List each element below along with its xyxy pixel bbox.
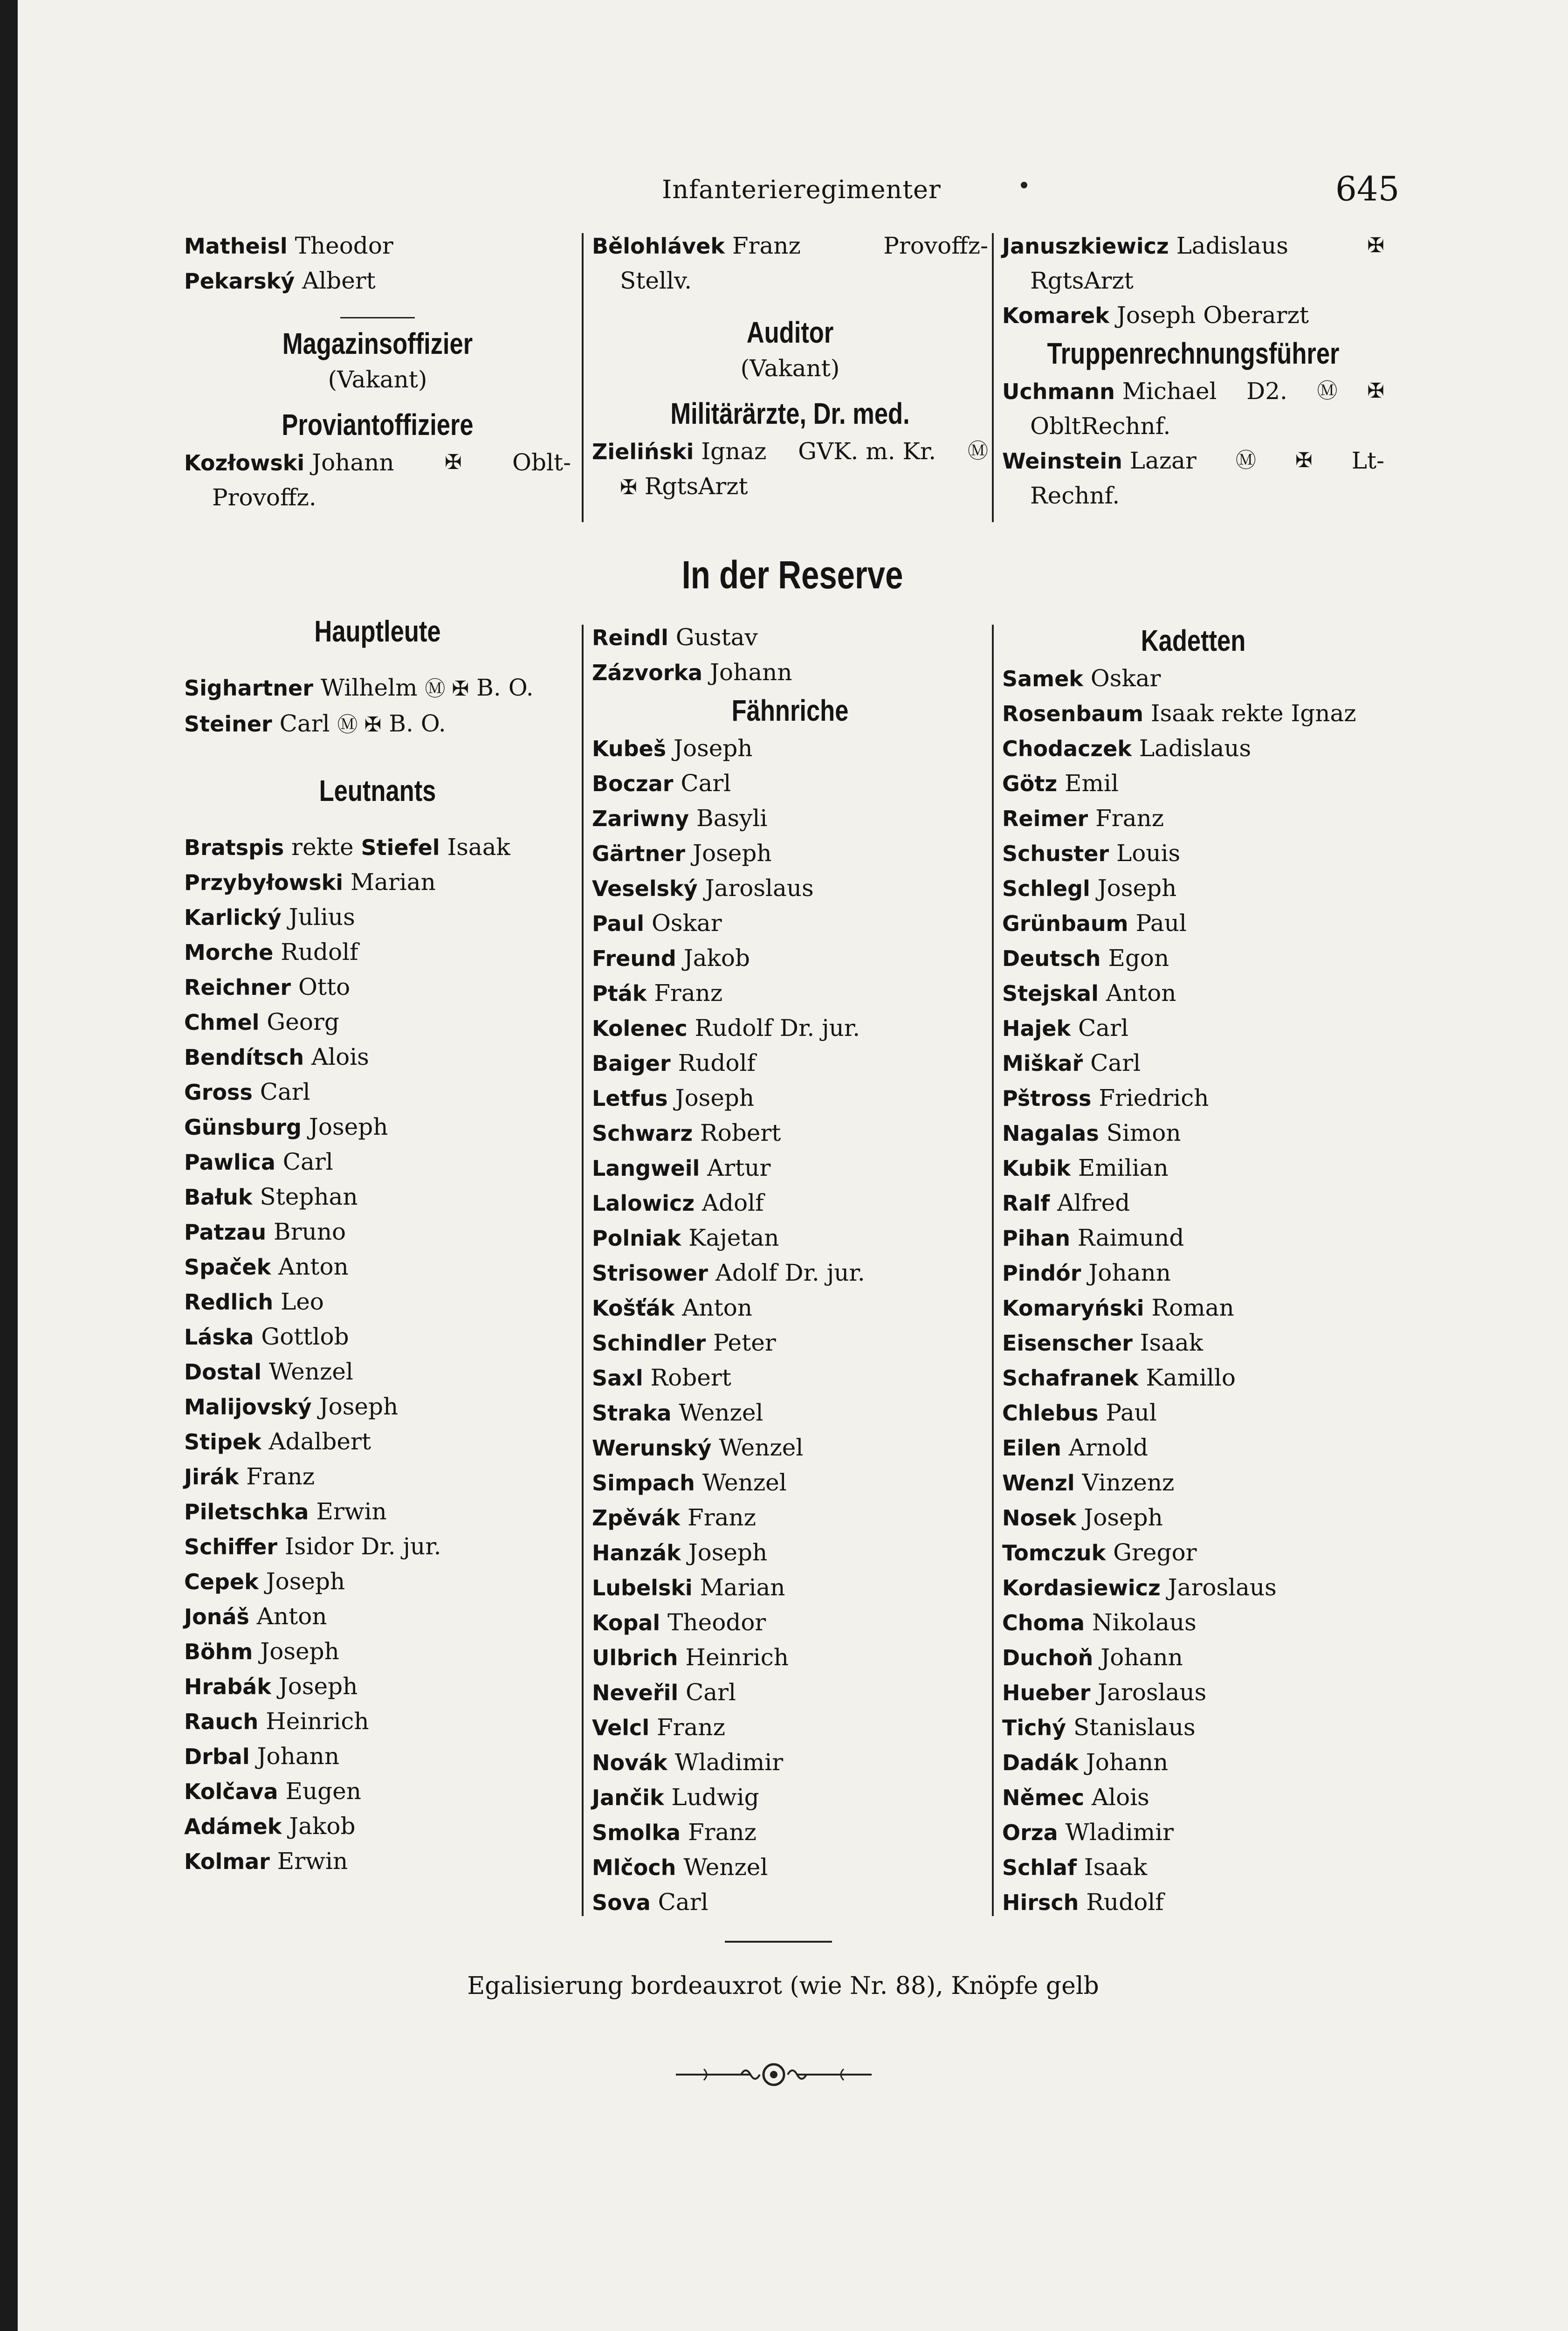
list-item: Veselský Jaroslaus (592, 875, 814, 902)
page-edge-shadow (0, 0, 18, 2331)
list-item: Hueber Jaroslaus (1002, 1679, 1207, 1706)
list-item: Eisenscher Isaak (1002, 1329, 1204, 1356)
ornament-icon (671, 2056, 876, 2093)
list-item: Steiner Carl Ⓜ ✠ B. O. (184, 710, 446, 737)
list-item-continuation: ✠ RgtsArzt (620, 473, 748, 500)
reserve-column-2 (592, 620, 988, 1920)
list-item: Günsburg Joseph (184, 1113, 388, 1140)
list-item: Němec Alois (1002, 1784, 1149, 1811)
list-item: Uchmann Michael D2. Ⓜ ✠ (1002, 374, 1384, 409)
list-item: Hajek Carl (1002, 1014, 1128, 1041)
list-item: Pindór Johann (1002, 1259, 1171, 1286)
m-badge-icon: Ⓜ (1317, 379, 1338, 403)
list-item: Smolka Franz (592, 1819, 756, 1846)
list-item: Malijovský Joseph (184, 1393, 399, 1420)
section-title-truppenrechnungsfuehrer: Truppenrechnungsführer (1047, 337, 1340, 370)
list-item: Miškař Carl (1002, 1049, 1141, 1076)
list-item: Duchoň Johann (1002, 1644, 1183, 1671)
section-title-kadetten: Kadetten (1141, 624, 1246, 657)
vacant-note: (Vakant) (740, 355, 840, 382)
list-item: Gross Carl (184, 1078, 310, 1105)
list-item: Deutsch Egon (1002, 945, 1169, 972)
list-item: Orza Wladimir (1002, 1819, 1174, 1846)
list-item: Kolenec Rudolf Dr. jur. (592, 1014, 860, 1041)
list-item: Adámek Jakob (184, 1813, 356, 1840)
m-badge-icon: Ⓜ (1235, 448, 1256, 472)
list-item: Zpěvák Franz (592, 1504, 756, 1531)
section-title-faehnriche: Fähnriche (731, 694, 849, 727)
list-item: Hirsch Rudolf (1002, 1889, 1164, 1916)
list-item: Ralf Alfred (1002, 1189, 1130, 1216)
list-item: Eilen Arnold (1002, 1434, 1148, 1461)
list-item: Pták Franz (592, 979, 723, 1007)
page-number: 645 (1335, 169, 1400, 208)
section-title-auditor: Auditor (746, 316, 834, 349)
list-item: Jančik Ludwig (592, 1784, 759, 1811)
list-item: Jirák Franz (184, 1463, 315, 1490)
list-item: Stipek Adalbert (184, 1428, 371, 1455)
list-item: Kolčava Eugen (184, 1778, 361, 1805)
list-item: Kubeš Joseph (592, 735, 753, 762)
list-item: Wenzl Vinzenz (1002, 1469, 1175, 1496)
list-item: Mlčoch Wenzel (592, 1854, 768, 1881)
column-divider (582, 233, 584, 522)
top-column-3 (1002, 228, 1384, 513)
list-item: Dostal Wenzel (184, 1358, 353, 1385)
list-item: Schwarz Robert (592, 1119, 781, 1146)
list-item: Morche Rudolf (184, 938, 358, 966)
list-item-continuation: Rechnf. (1030, 482, 1120, 509)
reserve-column-1 (184, 611, 571, 1879)
column-divider (992, 625, 994, 1916)
list-item: Saxl Robert (592, 1364, 731, 1391)
list-item: Bendítsch Alois (184, 1043, 369, 1070)
list-item: Böhm Joseph (184, 1638, 339, 1665)
list-item: Schafranek Kamillo (1002, 1364, 1236, 1391)
list-item: Jonáš Anton (184, 1603, 327, 1630)
header-dot (1021, 182, 1027, 188)
list-item: Láska Gottlob (184, 1323, 349, 1350)
list-item: Weinstein Lazar Ⓜ ✠ Lt- (1002, 443, 1384, 478)
list-item: Boczar Carl (592, 770, 731, 797)
decoration-icons: Ⓜ ✠ (425, 677, 469, 701)
list-item: Komaryński Roman (1002, 1294, 1234, 1321)
list-item: Polniak Kajetan (592, 1224, 779, 1251)
list-item: Schiffer Isidor Dr. jur. (184, 1533, 441, 1560)
list-item: Drbal Johann (184, 1743, 340, 1770)
list-item: Sova Carl (592, 1889, 708, 1916)
list-item: Zieliński Ignaz GVK. m. Kr. Ⓜ (592, 434, 988, 469)
list-item: Stejskal Anton (1002, 979, 1176, 1007)
list-item: Bałuk Stephan (184, 1183, 358, 1210)
running-header (662, 166, 1400, 212)
list-item: Tichý Stanislaus (1002, 1714, 1196, 1741)
list-item: Lubelski Marian (592, 1574, 785, 1601)
column-divider (582, 625, 584, 1916)
cross-icon: ✠ (1295, 448, 1313, 472)
list-item: Karlický Julius (184, 903, 355, 931)
list-item: Sighartner Wilhelm Ⓜ ✠ B. O. (184, 674, 534, 701)
list-item: Patzau Bruno (184, 1218, 346, 1245)
reserve-column-3 (1002, 620, 1384, 1920)
list-item: Reichner Otto (184, 973, 351, 1000)
footer-rule (725, 1941, 832, 1943)
list-item: Zariwny Basyli (592, 805, 768, 832)
list-item: Tomczuk Gregor (1002, 1539, 1197, 1566)
list-item: Velcl Franz (592, 1714, 725, 1741)
section-title-reserve: In der Reserve (681, 553, 903, 597)
list-item: Nosek Joseph (1002, 1504, 1163, 1531)
section-rule (340, 317, 415, 318)
list-item: Grünbaum Paul (1002, 910, 1187, 937)
section-title-militaeraerzte: Militärärzte, Dr. med. (670, 397, 910, 430)
list-item: Schlaf Isaak (1002, 1854, 1148, 1881)
list-item-continuation: ObltRechnf. (1030, 413, 1171, 440)
list-item: Hrabák Joseph (184, 1673, 358, 1700)
list-item: Schuster Louis (1002, 840, 1181, 867)
m-badge-icon: Ⓜ (968, 439, 988, 463)
list-item: Piletschka Erwin (184, 1498, 387, 1525)
list-item: Chmel Georg (184, 1008, 339, 1035)
section-title-hauptleute: Hauptleute (314, 614, 441, 648)
list-item: Werunský Wenzel (592, 1434, 804, 1461)
leutnants-list (184, 830, 571, 1879)
list-item: Reimer Franz (1002, 805, 1164, 832)
header-title: Infanterieregimenter (662, 175, 941, 204)
list-item: Samek Oskar (1002, 665, 1161, 692)
cross-icon: ✠ (620, 476, 637, 499)
list-item: Gärtner Joseph (592, 840, 772, 867)
list-item-continuation: Stellv. (620, 267, 692, 294)
column-divider (992, 233, 994, 522)
list-item: Pawlica Carl (184, 1148, 333, 1175)
list-item: Chodaczek Ladislaus (1002, 735, 1252, 762)
list-item: Januszkiewicz Ladislaus ✠ (1002, 228, 1384, 263)
footer-note: Egalisierung bordeauxrot (wie Nr. 88), Knöpfe gelb (467, 1972, 1099, 2000)
list-item: Pštross Friedrich (1002, 1084, 1209, 1111)
list-item: Komarek Joseph Oberarzt (1002, 302, 1309, 329)
list-item: Simpach Wenzel (592, 1469, 787, 1496)
list-item: Choma Nikolaus (1002, 1609, 1197, 1636)
list-item: Götz Emil (1002, 770, 1119, 797)
list-item: Spaček Anton (184, 1253, 349, 1280)
cross-icon: ✠ (444, 450, 462, 474)
list-item: Schindler Peter (592, 1329, 776, 1356)
section-title-proviantoffiziere: Proviantoffiziere (282, 408, 474, 441)
list-item: Kozłowski Johann ✠ Oblt- (184, 445, 571, 480)
list-item: Novák Wladimir (592, 1749, 784, 1776)
list-item: Freund Jakob (592, 945, 750, 972)
list-item: Cepek Joseph (184, 1568, 345, 1595)
faehnriche-list (592, 731, 988, 1920)
list-item: Bratspis rekte Stiefel Isaak (184, 834, 510, 861)
list-item: Redlich Leo (184, 1288, 324, 1315)
list-item: Matheisl Theodor (184, 232, 393, 259)
list-item-continuation: Provoffz. (212, 484, 316, 511)
list-item: Schlegl Joseph (1002, 875, 1177, 902)
list-item: Nagalas Simon (1002, 1119, 1181, 1146)
cross-icon: ✠ (1367, 234, 1384, 257)
list-item: Zázvorka Johann (592, 659, 792, 686)
decoration-icons: Ⓜ ✠ (337, 713, 382, 737)
list-item: Kolmar Erwin (184, 1848, 348, 1875)
list-item: Neveřil Carl (592, 1679, 736, 1706)
list-item: Kubik Emilian (1002, 1154, 1169, 1181)
list-item: Lalowicz Adolf (592, 1189, 764, 1216)
list-item: Paul Oskar (592, 910, 722, 937)
section-title-magazinsoffizier: Magazinsoffizier (282, 327, 473, 360)
list-item: Dadák Johann (1002, 1749, 1169, 1776)
vacant-note: (Vakant) (328, 366, 427, 393)
list-item: Rauch Heinrich (184, 1708, 369, 1735)
list-item: Kopal Theodor (592, 1609, 766, 1636)
list-item: Rosenbaum Isaak rekte Ignaz (1002, 700, 1356, 727)
list-item: Pihan Raimund (1002, 1224, 1184, 1251)
list-item: Košťák Anton (592, 1294, 753, 1321)
list-item: Straka Wenzel (592, 1399, 763, 1426)
list-item: Kordasiewicz Jaroslaus (1002, 1574, 1277, 1601)
list-item: Ulbrich Heinrich (592, 1644, 789, 1671)
list-item: Strisower Adolf Dr. jur. (592, 1259, 865, 1286)
list-item: Pekarský Albert (184, 267, 376, 294)
list-item: Reindl Gustav (592, 624, 758, 651)
top-column-1 (184, 228, 571, 515)
kadetten-list (1002, 661, 1384, 1920)
list-item: Letfus Joseph (592, 1084, 755, 1111)
list-item: Bělohlávek Franz Provoffz- (592, 232, 988, 259)
list-item: Baiger Rudolf (592, 1049, 756, 1076)
list-item: Chlebus Paul (1002, 1399, 1157, 1426)
list-item: Hanzák Joseph (592, 1539, 768, 1566)
list-item: Langweil Artur (592, 1154, 771, 1181)
list-item-continuation: RgtsArzt (1030, 267, 1134, 294)
list-item: Przybyłowski Marian (184, 869, 436, 896)
top-column-2 (592, 228, 988, 505)
section-title-leutnants: Leutnants (319, 774, 436, 807)
cross-icon: ✠ (1367, 379, 1384, 403)
